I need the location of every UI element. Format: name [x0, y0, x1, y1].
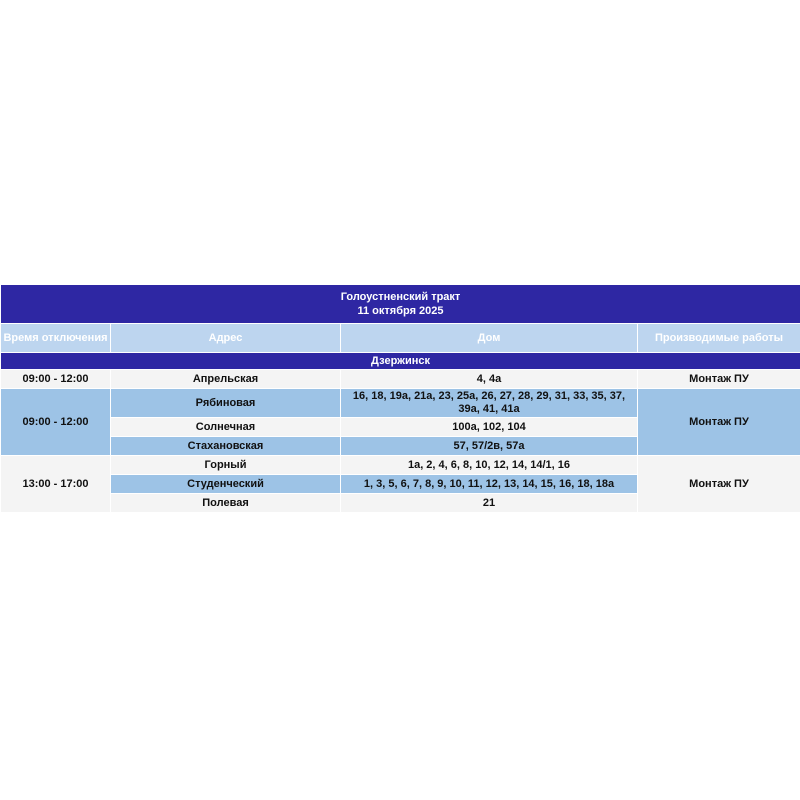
table-row [1, 389, 800, 418]
houses-cell: 1, 3, 5, 6, 7, 8, 9, 10, 11, 12, 13, 14, 15, 16, 18, 18а [341, 475, 638, 494]
time-cell: 09:00 - 12:00 [1, 370, 111, 389]
houses-cell: 1а, 2, 4, 6, 8, 10, 12, 14, 14/1, 16 [341, 456, 638, 475]
table-title-cell [1, 285, 800, 324]
houses-cell: 16, 18, 19а, 21а, 23, 25а, 26, 27, 28, 29, 31, 33, 35, 37, 39а, 41, 41а [341, 389, 638, 418]
houses-cell: 57, 57/2в, 57а [341, 437, 638, 456]
table-row [1, 456, 800, 475]
street-cell: Горный [111, 456, 341, 475]
table-title: Голоустненский тракт [340, 291, 461, 303]
street-cell: Рябиновая [111, 389, 341, 418]
time-cell: 09:00 - 12:00 [1, 389, 111, 456]
work-cell: Монтаж ПУ [638, 456, 800, 513]
outage-schedule-table [0, 284, 800, 513]
houses-cell: 21 [341, 494, 638, 513]
street-cell: Студенческий [111, 475, 341, 494]
work-cell: Монтаж ПУ [638, 370, 800, 389]
header-address: Адрес [111, 324, 341, 353]
table-row [1, 370, 800, 389]
header-house: Дом [341, 324, 638, 353]
street-cell: Стахановская [111, 437, 341, 456]
header-work: Производимые работы [638, 324, 800, 353]
city-row [1, 353, 800, 370]
houses-cell: 4, 4а [341, 370, 638, 389]
time-cell: 13:00 - 17:00 [1, 456, 111, 513]
header-time: Время отключения [1, 324, 111, 353]
header-row [1, 324, 800, 353]
title-row [1, 285, 800, 324]
street-cell: Солнечная [111, 418, 341, 437]
work-cell: Монтаж ПУ [638, 389, 800, 456]
city-name: Дзержинск [1, 353, 800, 370]
table-date: 11 октября 2025 [357, 305, 444, 317]
street-cell: Апрельская [111, 370, 341, 389]
street-cell: Полевая [111, 494, 341, 513]
houses-cell: 100а, 102, 104 [341, 418, 638, 437]
